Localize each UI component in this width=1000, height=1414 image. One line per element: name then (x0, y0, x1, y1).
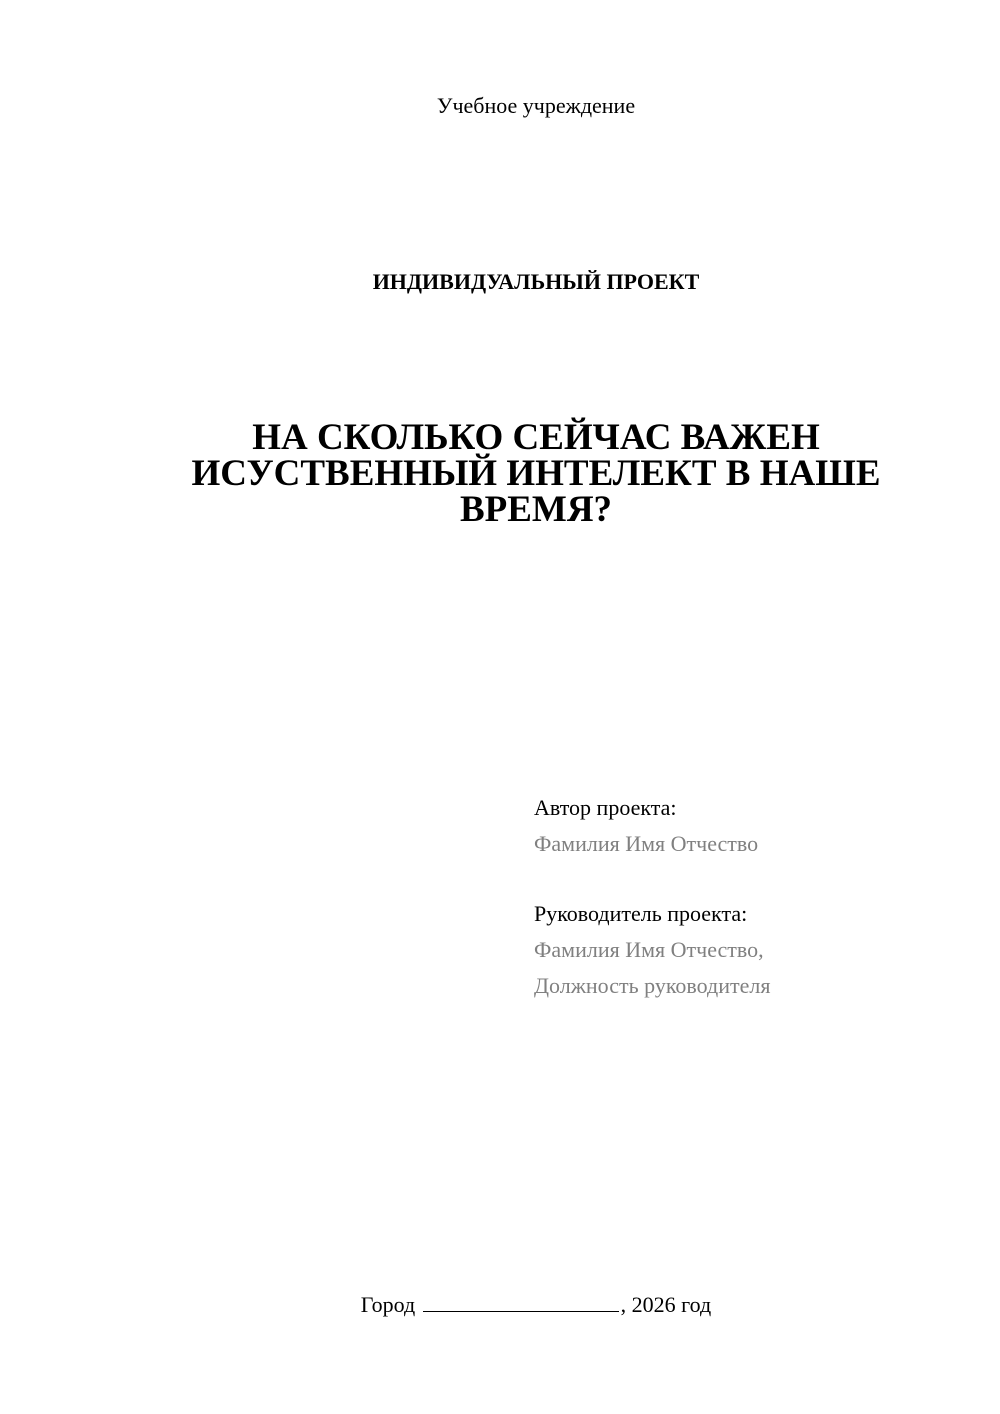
project-title-line-2: ИСУСТВЕННЫЙ ИНТЕЛЕКТ В НАШЕ (191, 453, 881, 494)
city-blank-line (423, 1291, 619, 1312)
supervisor-name: Фамилия Имя Отчество, (534, 937, 764, 962)
footer-city-year (0, 1291, 1000, 1319)
supervisor-label: Руководитель проекта: (534, 901, 748, 926)
year-text: , 2026 год (620, 1292, 712, 1317)
project-title-line-1: НА СКОЛЬКО СЕЙЧАС ВАЖЕН (252, 417, 820, 458)
project-title-line-3: ВРЕМЯ? (459, 489, 613, 530)
document-type-heading: ИНДИВИДУАЛЬНЫЙ ПРОЕКТ (372, 269, 700, 294)
supervisor-position: Должность руководителя (534, 973, 771, 998)
city-label: Город (360, 1292, 416, 1317)
author-label: Автор проекта: (534, 795, 677, 820)
credits-block (534, 790, 974, 1004)
institution-name: Учебное учреждение (436, 93, 636, 118)
author-name: Фамилия Имя Отчество (534, 831, 759, 856)
credits-spacer (534, 862, 974, 896)
project-title (160, 417, 912, 530)
